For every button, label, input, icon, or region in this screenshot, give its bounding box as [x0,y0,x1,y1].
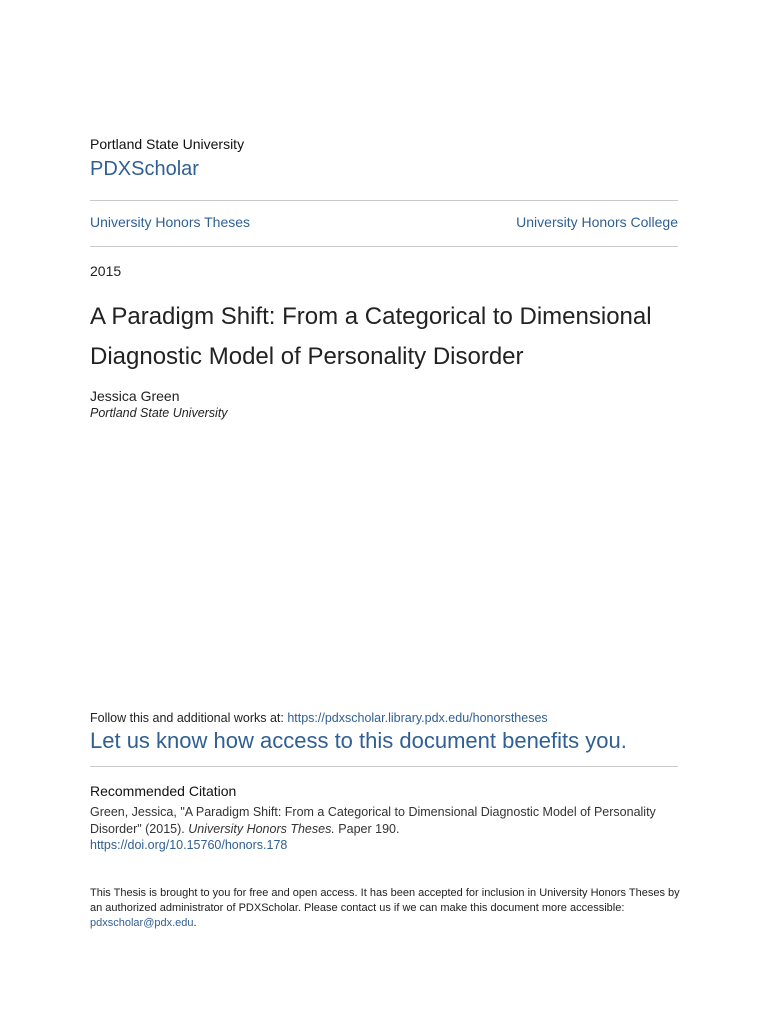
series-link-college[interactable]: University Honors College [516,214,678,230]
publication-year: 2015 [90,263,122,279]
doi-link[interactable]: https://doi.org/10.15760/honors.178 [90,838,288,852]
citation-text-part1: Green, Jessica, "A Paradigm Shift: From a Categorical to Dimensional Diagnostic Model of Personality Disorder" (2015). [90,805,656,836]
access-notice [90,886,680,931]
citation-divider [90,766,678,767]
follow-line [90,711,548,725]
paper-title: A Paradigm Shift: From a Categorical to Dimensional Diagnostic Model of Personality Disorder [90,303,652,370]
citation-heading: Recommended Citation [90,783,237,799]
collection-url-link[interactable]: https://pdxscholar.library.pdx.edu/honorstheses [287,711,548,725]
citation-text [90,804,680,838]
repository-link[interactable]: PDXScholar [90,158,199,180]
top-divider [90,200,678,201]
contact-email-link[interactable]: pdxscholar@pdx.edu [90,917,194,929]
author-name: Jessica Green [90,388,180,404]
citation-journal: University Honors Theses. [188,822,335,836]
series-divider [90,246,678,247]
follow-prefix: Follow this and additional works at: [90,711,288,725]
feedback-link[interactable]: Let us know how access to this document benefits you. [90,728,627,753]
series-link-theses[interactable]: University Honors Theses [90,214,251,230]
author-affiliation: Portland State University [90,406,228,420]
institution-name: Portland State University [90,136,245,152]
notice-end: . [193,917,197,929]
citation-text-part2: Paper 190. [334,822,400,836]
notice-text: This Thesis is brought to you for free and open access. It has been accepted for inclusion in University Honors Theses by an authorized administrator of PDXScholar. Please contact us if we can make this document more accessible: [90,887,680,914]
